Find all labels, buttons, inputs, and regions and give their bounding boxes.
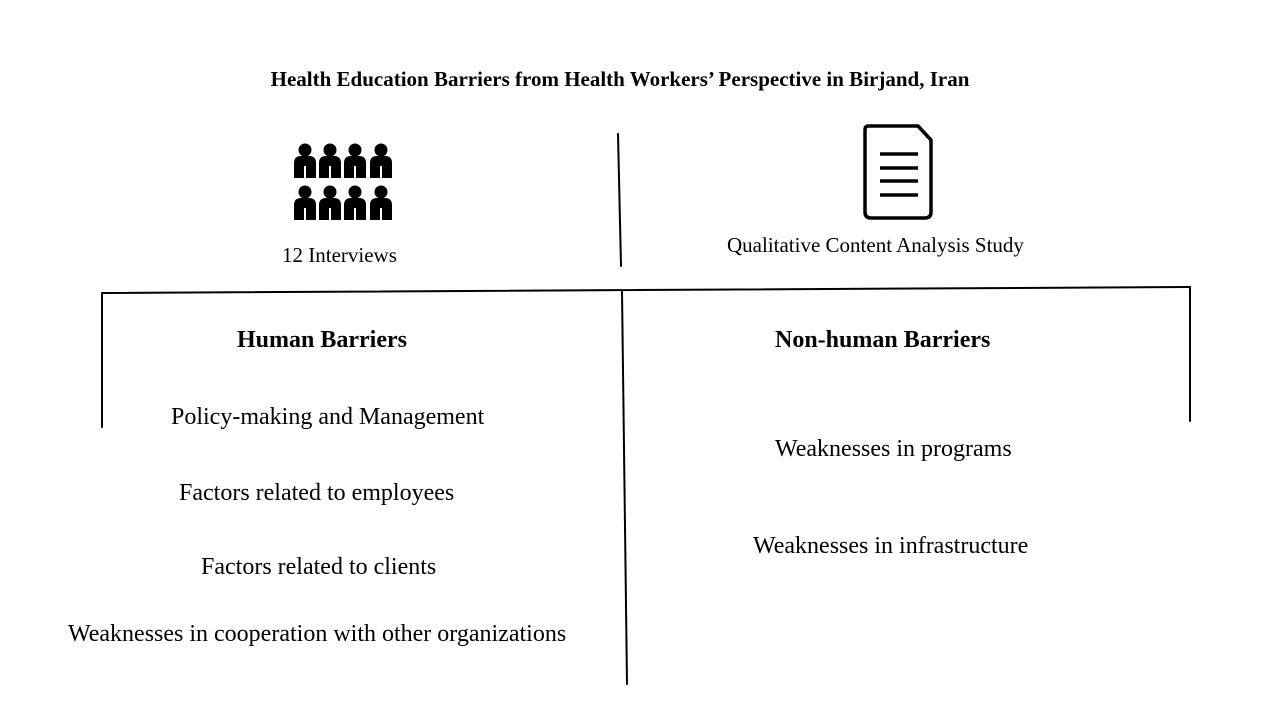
diagram-title: Health Education Barriers from Health Workers’ Perspective in Birjand, Iran (270, 67, 970, 91)
nonhuman-barrier-item: Weaknesses in infrastructure (753, 533, 1029, 559)
human-barrier-item: Policy-making and Management (171, 404, 485, 430)
center-vertical-divider (622, 291, 627, 684)
human-barriers-heading: Human Barriers (237, 327, 407, 353)
interviews-label: 12 Interviews (282, 243, 397, 267)
nonhuman-barrier-item: Weaknesses in programs (775, 436, 1012, 462)
analysis-label: Qualitative Content Analysis Study (727, 233, 1024, 257)
horizontal-divider (102, 287, 1190, 293)
human-barrier-item: Factors related to employees (179, 480, 455, 506)
top-vertical-divider (618, 134, 621, 266)
human-barrier-item: Weaknesses in cooperation with other organizations (68, 621, 567, 647)
nonhuman-barriers-heading: Non-human Barriers (775, 327, 991, 353)
human-barrier-item: Factors related to clients (201, 554, 437, 580)
